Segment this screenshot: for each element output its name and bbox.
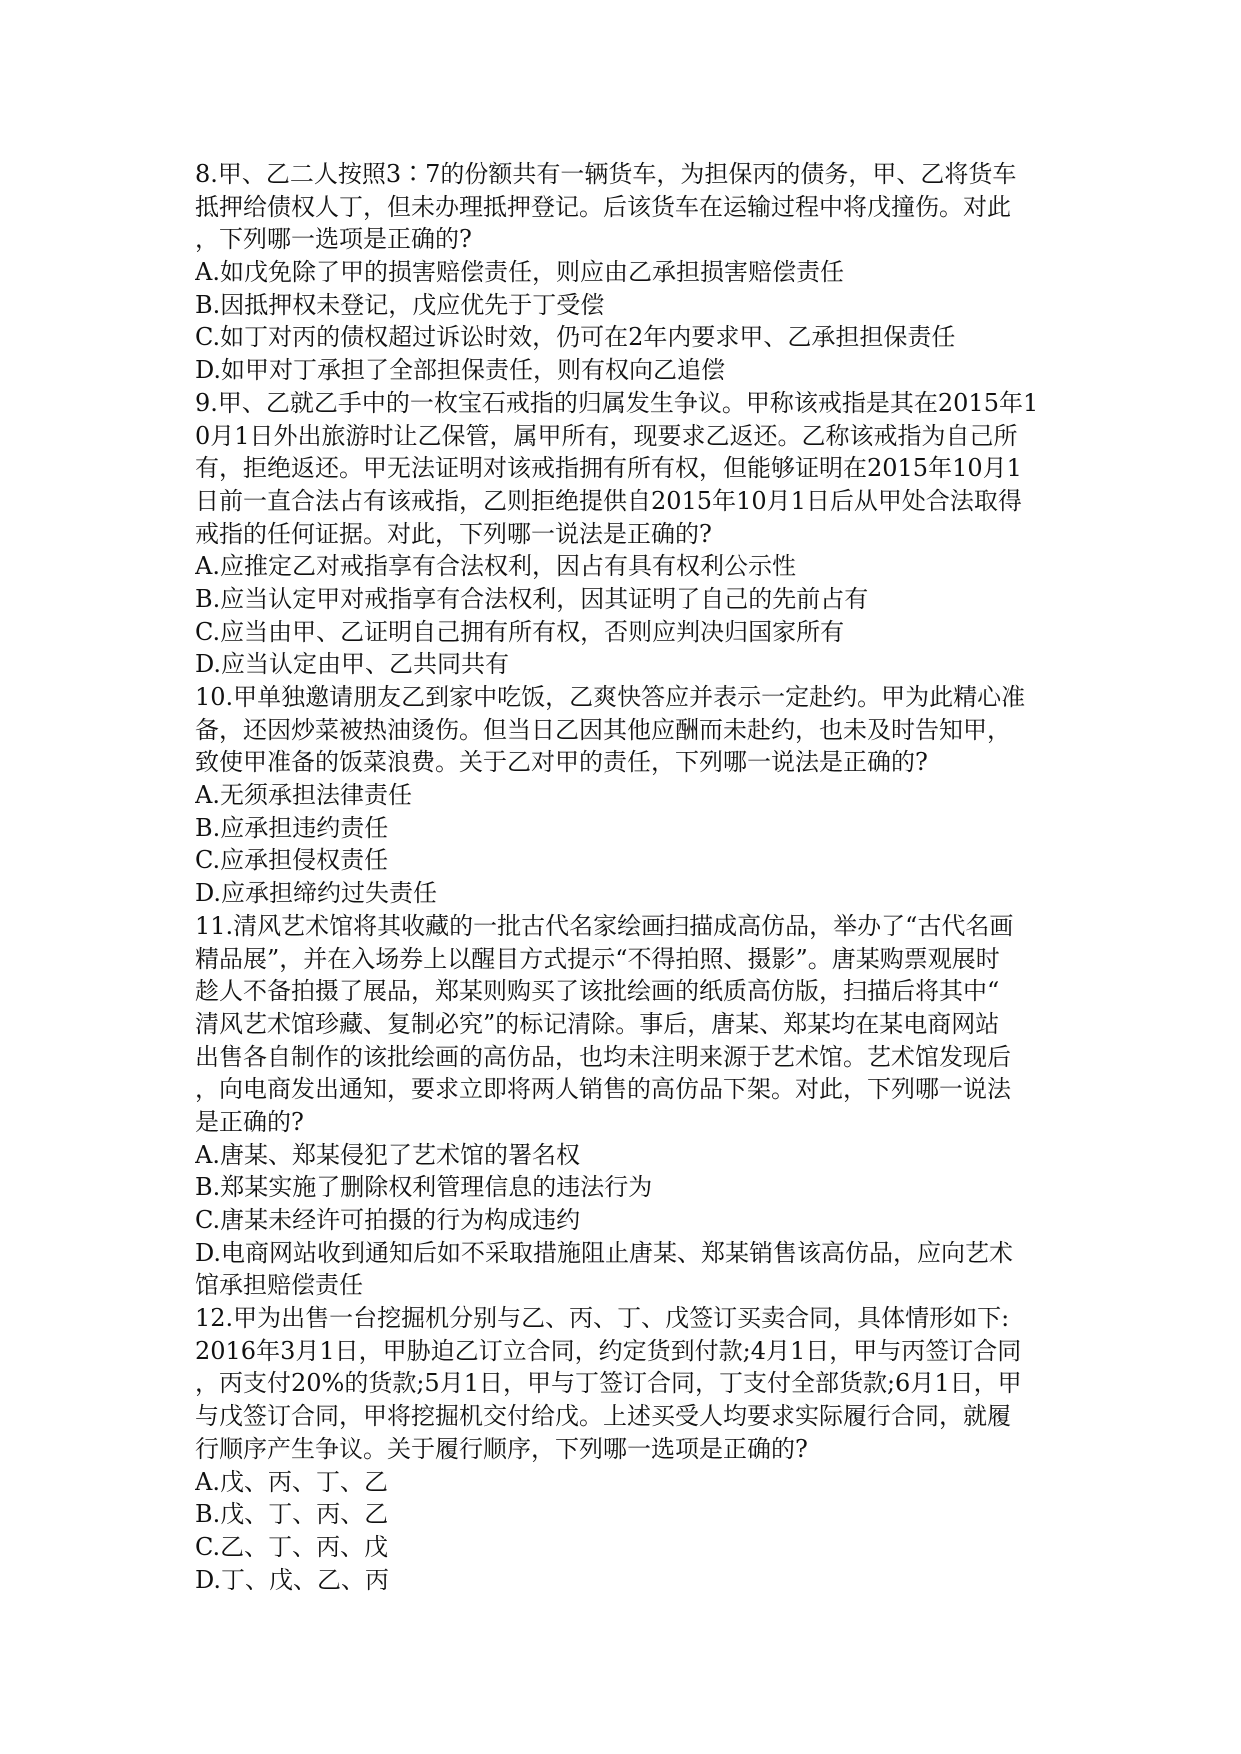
text-line: ，下列哪一选项是正确的? <box>195 225 472 254</box>
text-line: A.如戊免除了甲的损害赔偿责任，则应由乙承担损害赔偿责任 <box>195 258 844 287</box>
text-line: 9.甲、乙就乙手中的一枚宝石戒指的归属发生争议。甲称该戒指是其在2015年1 <box>195 388 1039 417</box>
text-line: 12.甲为出售一台挖掘机分别与乙、丙、丁、戊签订买卖合同，具体情形如下: <box>195 1304 1010 1333</box>
text-line: D.如甲对丁承担了全部担保责任，则有权向乙追偿 <box>195 356 726 385</box>
text-line: 备，还因炒菜被热油烫伤。但当日乙因其他应酬而未赴约，也未及时告知甲， <box>195 715 1011 744</box>
text-line: 2016年3月1日，甲胁迫乙订立合同，约定货到付款;4月1日，甲与丙签订合同 <box>195 1336 1022 1365</box>
text-line: C.如丁对丙的债权超过诉讼时效，仍可在2年内要求甲、乙承担担保责任 <box>195 323 956 352</box>
text-line: D.应当认定由甲、乙共同共有 <box>195 650 510 679</box>
text-line: 趁人不备拍摄了展品，郑某则购买了该批绘画的纸质高仿版，扫描后将其中“ <box>195 977 1000 1006</box>
text-line: A.应推定乙对戒指享有合法权利，因占有具有权利公示性 <box>195 552 796 581</box>
text-line: 抵押给债权人丁，但未办理抵押登记。后该货车在运输过程中将戊撞伤。对此 <box>195 192 1011 221</box>
text-line: 11.清风艺术馆将其收藏的一批古代名家绘画扫描成高仿品，举办了“古代名画 <box>195 911 1014 940</box>
text-line: C.应当由甲、乙证明自己拥有所有权，否则应判决归国家所有 <box>195 617 845 646</box>
text-line: C.应承担侵权责任 <box>195 846 389 875</box>
text-line: 致使甲准备的饭菜浪费。关于乙对甲的责任，下列哪一说法是正确的? <box>195 748 928 777</box>
text-line: 馆承担赔偿责任 <box>195 1271 363 1300</box>
text-line: 10.甲单独邀请朋友乙到家中吃饭，乙爽快答应并表示一定赴约。甲为此精心准 <box>195 683 1026 711</box>
text-line: 8.甲、乙二人按照3∶7的份额共有一辆货车，为担保丙的债务，甲、乙将货车 <box>195 160 1017 188</box>
text-line: C.乙、丁、丙、戊 <box>195 1532 389 1561</box>
text-line: B.戊、丁、丙、乙 <box>195 1500 389 1529</box>
text-line: B.郑某实施了删除权利管理信息的违法行为 <box>195 1173 653 1202</box>
text-line: C.唐某未经许可拍摄的行为构成违约 <box>195 1206 581 1234</box>
text-line: 出售各自制作的该批绘画的高仿品，也均未注明来源于艺术馆。艺术馆发现后 <box>195 1042 1011 1071</box>
text-line: D.应承担缔约过失责任 <box>195 879 438 908</box>
text-line: 精品展”，并在入场券上以醒目方式提示“不得拍照、摄影”。唐某购票观展时 <box>195 944 1000 973</box>
text-line: B.应当认定甲对戒指享有合法权利，因其证明了自己的先前占有 <box>195 584 869 613</box>
text-line: 有，拒绝返还。甲无法证明对该戒指拥有所有权，但能够证明在2015年10月1 <box>195 454 1022 483</box>
text-line: 与戊签订合同，甲将挖掘机交付给戊。上述买受人均要求实际履行合同，就履 <box>195 1402 1011 1431</box>
text-line: ，丙支付20%的货款;5月1日，甲与丁签订合同，丁支付全部货款;6月1日，甲 <box>195 1369 1022 1398</box>
text-line: D.丁、戊、乙、丙 <box>195 1565 390 1594</box>
text-line: 清风艺术馆珍藏、复制必究”的标记清除。事后，唐某、郑某均在某电商网站 <box>195 1009 1000 1038</box>
text-line: 戒指的任何证据。对此，下列哪一说法是正确的? <box>195 519 712 548</box>
text-line: 行顺序产生争议。关于履行顺序，下列哪一选项是正确的? <box>195 1434 808 1463</box>
text-line: 日前一直合法占有该戒指，乙则拒绝提供自2015年10月1日后从甲处合法取得 <box>195 486 1022 515</box>
text-line: A.无须承担法律责任 <box>195 781 412 810</box>
document-body <box>195 158 1055 1596</box>
text-line: 是正确的? <box>195 1107 304 1136</box>
text-line: A.唐某、郑某侵犯了艺术馆的署名权 <box>195 1140 580 1169</box>
text-line: B.应承担违约责任 <box>195 813 389 842</box>
text-line: B.因抵押权未登记，戊应优先于丁受偿 <box>195 290 605 319</box>
text-line: 0月1日外出旅游时让乙保管，属甲所有，现要求乙返还。乙称该戒指为自己所 <box>195 421 1018 450</box>
text-line: ，向电商发出通知，要求立即将两人销售的高仿品下架。对此，下列哪一说法 <box>195 1075 1011 1104</box>
text-line: A.戊、丙、丁、乙 <box>195 1467 388 1496</box>
text-line: D.电商网站收到通知后如不采取措施阻止唐某、郑某销售该高仿品，应向艺术 <box>195 1238 1014 1267</box>
